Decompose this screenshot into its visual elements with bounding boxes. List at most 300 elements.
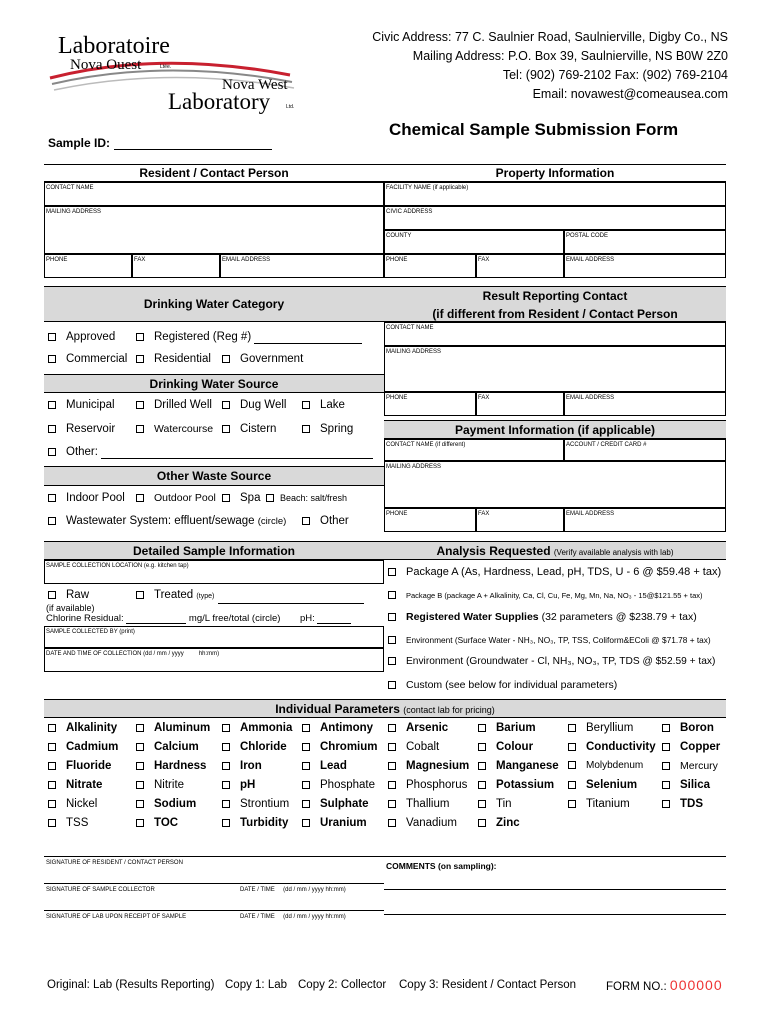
other-waste-header: Other Waste Source xyxy=(44,466,384,486)
collected-by-field[interactable]: SAMPLE COLLECTED BY (print) xyxy=(44,626,384,648)
civic-address: Civic Address: 77 C. Saulnier Road, Saulnierville, Digby Co., NS xyxy=(372,30,728,44)
param-manganese-checkbox[interactable] xyxy=(478,762,486,770)
custom-option[interactable] xyxy=(388,678,617,692)
indoor-pool-option[interactable] xyxy=(48,491,125,505)
param-turbidity[interactable] xyxy=(222,817,288,829)
payment-mailing-field[interactable]: MAILING ADDRESS xyxy=(384,461,726,508)
env-ground-label: Environment (Groundwater - Cl, NH₃, NO₃, TP, TDS @ $52.59 + tax) xyxy=(406,656,716,667)
raw-option[interactable] xyxy=(48,588,89,602)
payment-contact-field[interactable]: CONTACT NAME (if different) xyxy=(384,439,564,461)
param-phosphate-checkbox[interactable] xyxy=(302,781,310,789)
watercourse-label: Watercourse xyxy=(154,423,214,435)
collector-datetime-label: DATE / TIME xyxy=(240,887,275,893)
param-tds-label: TDS xyxy=(680,798,703,810)
collector-signature-line[interactable] xyxy=(44,883,384,884)
param-selenium[interactable] xyxy=(568,779,637,791)
param-boron-checkbox[interactable] xyxy=(662,724,670,732)
form-title: Chemical Sample Submission Form xyxy=(389,120,679,139)
comments-line-1[interactable] xyxy=(384,889,726,890)
if-available-note: (if available) xyxy=(46,603,95,613)
form-number xyxy=(606,977,723,993)
logo-fr-ltd: Ltée. xyxy=(160,64,172,70)
param-mercury[interactable] xyxy=(662,760,718,772)
param-tin[interactable] xyxy=(478,798,512,810)
param-chromium-label: Chromium xyxy=(320,741,378,753)
comments-label: COMMENTS (on sampling): xyxy=(386,861,497,871)
wastewater-checkbox[interactable] xyxy=(48,517,56,525)
package-b-checkbox[interactable] xyxy=(388,591,396,599)
result-contact-name-field[interactable]: CONTACT NAME xyxy=(384,322,726,346)
dug-well-label: Dug Well xyxy=(240,399,287,411)
collector-datetime xyxy=(240,887,346,893)
param-molybdenum[interactable] xyxy=(568,760,643,771)
mailing-address: Mailing Address: P.O. Box 39, Saulnierville, NS B0W 2Z0 xyxy=(412,49,728,63)
package-b-option[interactable] xyxy=(388,589,703,603)
param-colour-checkbox[interactable] xyxy=(478,743,486,751)
param-aluminum-label: Aluminum xyxy=(154,722,211,734)
property-phone-field[interactable]: PHONE xyxy=(384,254,476,278)
param-calcium-checkbox[interactable] xyxy=(136,743,144,751)
dug-well-checkbox[interactable] xyxy=(222,401,230,409)
param-uranium[interactable] xyxy=(302,817,367,829)
collector-signature-label: SIGNATURE OF SAMPLE COLLECTOR xyxy=(46,887,155,893)
payment-header: Payment Information (if applicable) xyxy=(384,420,726,439)
param-nitrate[interactable] xyxy=(48,779,102,791)
param-fluoride[interactable] xyxy=(48,760,111,772)
param-phosphorus-checkbox[interactable] xyxy=(388,781,396,789)
param-sulphate-checkbox[interactable] xyxy=(302,800,310,808)
civic-address-field[interactable]: CIVIC ADDRESS xyxy=(384,206,726,230)
lab-address xyxy=(372,28,728,104)
param-cobalt[interactable] xyxy=(388,741,439,753)
government-checkbox[interactable] xyxy=(222,355,230,363)
ph-label: pH: xyxy=(300,613,315,624)
param-iron-checkbox[interactable] xyxy=(222,762,230,770)
approved-checkbox[interactable] xyxy=(48,333,56,341)
param-magnesium-label: Magnesium xyxy=(406,760,470,772)
param-zinc-checkbox[interactable] xyxy=(478,819,486,827)
param-silica[interactable] xyxy=(662,779,710,791)
param-boron-label: Boron xyxy=(680,722,714,734)
env-surface-option[interactable] xyxy=(388,633,711,647)
param-potassium-checkbox[interactable] xyxy=(478,781,486,789)
param-strontium[interactable] xyxy=(222,798,289,810)
param-barium-label: Barium xyxy=(496,722,536,734)
payment-email-field[interactable]: EMAIL ADDRESS xyxy=(564,508,726,532)
resident-mailing-field[interactable]: MAILING ADDRESS xyxy=(44,206,384,254)
param-phosphorus[interactable] xyxy=(388,779,467,791)
param-arsenic-checkbox[interactable] xyxy=(388,724,396,732)
result-mailing-field[interactable]: MAILING ADDRESS xyxy=(384,346,726,392)
raw-checkbox[interactable] xyxy=(48,591,56,599)
param-titanium-label: Titanium xyxy=(586,798,630,810)
param-alkalinity[interactable] xyxy=(48,722,117,734)
chlorine-row xyxy=(46,613,280,624)
property-header: Property Information xyxy=(384,164,726,182)
property-email-field[interactable]: EMAIL ADDRESS xyxy=(564,254,726,278)
commercial-option[interactable] xyxy=(48,352,127,366)
param-beryllium[interactable] xyxy=(568,722,633,734)
param-turbidity-checkbox[interactable] xyxy=(222,819,230,827)
param-strontium-label: Strontium xyxy=(240,798,290,810)
municipal-option[interactable] xyxy=(48,398,115,412)
lab-signature-label: SIGNATURE OF LAB UPON RECEIPT OF SAMPLE xyxy=(46,914,187,920)
package-b-label: Package B (package A + Alkalinity, Ca, Cl, Cu, Fe, Mg, Mn, Na, NO₃ - 15@$121.55 + tax) xyxy=(406,591,703,600)
spa-option[interactable] xyxy=(222,491,260,505)
param-tin-label: Tin xyxy=(496,798,512,810)
param-ph-checkbox[interactable] xyxy=(222,781,230,789)
other-source-label: Other: xyxy=(66,446,98,458)
collection-datetime-field[interactable] xyxy=(44,648,384,672)
param-nickel[interactable] xyxy=(48,798,97,810)
indoor-pool-label: Indoor Pool xyxy=(66,492,125,504)
param-thallium-label: Thallium xyxy=(406,798,450,810)
lab-datetime-format: (dd / mm / yyyy hh:mm) xyxy=(283,914,346,920)
registered-option[interactable] xyxy=(136,330,362,344)
param-copper-label: Copper xyxy=(680,741,721,753)
approved-option[interactable] xyxy=(48,330,115,344)
parameters-header xyxy=(44,699,726,718)
ph-field[interactable] xyxy=(317,615,351,624)
param-potassium-label: Potassium xyxy=(496,779,555,791)
param-manganese-label: Manganese xyxy=(496,760,559,772)
param-hardness-checkbox[interactable] xyxy=(136,762,144,770)
env-ground-checkbox[interactable] xyxy=(388,657,396,665)
drilled-well-label: Drilled Well xyxy=(154,399,212,411)
payment-phone-field[interactable]: PHONE xyxy=(384,508,476,532)
registered-supplies-option[interactable] xyxy=(388,610,697,624)
param-zinc[interactable] xyxy=(478,817,520,829)
treated-checkbox[interactable] xyxy=(136,591,144,599)
param-strontium-checkbox[interactable] xyxy=(222,800,230,808)
param-toc[interactable] xyxy=(136,817,178,829)
param-alkalinity-checkbox[interactable] xyxy=(48,724,56,732)
municipal-label: Municipal xyxy=(66,399,115,411)
outdoor-pool-option[interactable] xyxy=(136,491,216,505)
other-waste-checkbox[interactable] xyxy=(302,517,310,525)
param-iron-label: Iron xyxy=(240,760,262,772)
param-tss[interactable] xyxy=(48,817,88,829)
param-chromium-checkbox[interactable] xyxy=(302,743,310,751)
reservoir-checkbox[interactable] xyxy=(48,425,56,433)
treated-type-note: (type) xyxy=(196,593,215,600)
outdoor-pool-label: Outdoor Pool xyxy=(154,492,216,504)
spa-label: Spa xyxy=(240,492,261,504)
param-thallium-checkbox[interactable] xyxy=(388,800,396,808)
env-surface-checkbox[interactable] xyxy=(388,636,396,644)
payment-fax-field[interactable]: FAX xyxy=(476,508,564,532)
registered-supplies-price: (32 parameters @ $238.79 + tax) xyxy=(541,611,697,623)
param-titanium[interactable] xyxy=(568,798,630,810)
form-number-label: FORM NO.: xyxy=(606,981,667,993)
resident-signature-line[interactable] xyxy=(44,856,384,857)
param-cadmium[interactable] xyxy=(48,741,118,753)
watercourse-checkbox[interactable] xyxy=(136,425,144,433)
parameters-title: Individual Parameters xyxy=(275,702,400,716)
government-option[interactable] xyxy=(222,352,303,366)
hhmm-label: hh:mm) xyxy=(198,651,220,657)
cistern-checkbox[interactable] xyxy=(222,425,230,433)
param-vanadium-checkbox[interactable] xyxy=(388,819,396,827)
result-contact-subtitle: (if different from Resident / Contact Person xyxy=(432,307,678,321)
lab-datetime xyxy=(240,914,346,920)
wastewater-circle-note: (circle) xyxy=(257,516,287,527)
param-uranium-label: Uranium xyxy=(320,817,367,829)
lake-checkbox[interactable] xyxy=(302,401,310,409)
indoor-pool-checkbox[interactable] xyxy=(48,494,56,502)
cistern-option[interactable] xyxy=(222,422,276,436)
param-colour-label: Colour xyxy=(496,741,534,753)
param-cadmium-checkbox[interactable] xyxy=(48,743,56,751)
cistern-label: Cistern xyxy=(240,423,277,435)
param-mercury-checkbox[interactable] xyxy=(662,762,670,770)
param-chloride-label: Chloride xyxy=(240,741,287,753)
comments-line-2[interactable] xyxy=(384,914,726,915)
param-phosphate[interactable] xyxy=(302,779,375,791)
facility-name-field[interactable]: FACILITY NAME (if applicable) xyxy=(384,182,726,206)
param-iron[interactable] xyxy=(222,760,262,772)
collector-datetime-format: (dd / mm / yyyy hh:mm) xyxy=(283,887,346,893)
param-antimony-checkbox[interactable] xyxy=(302,724,310,732)
param-magnesium[interactable] xyxy=(388,760,469,772)
reservoir-label: Reservoir xyxy=(66,423,116,435)
param-sulphate[interactable] xyxy=(302,798,369,810)
param-arsenic-label: Arsenic xyxy=(406,722,449,734)
param-ph[interactable] xyxy=(222,779,255,791)
param-antimony[interactable] xyxy=(302,722,373,734)
treated-type-field[interactable] xyxy=(218,592,364,604)
param-sodium-label: Sodium xyxy=(154,798,197,810)
parameters-note: (contact lab for pricing) xyxy=(403,705,495,715)
param-ammonia-label: Ammonia xyxy=(240,722,293,734)
param-barium-checkbox[interactable] xyxy=(478,724,486,732)
param-sodium-checkbox[interactable] xyxy=(136,800,144,808)
raw-label: Raw xyxy=(66,589,90,601)
param-tin-checkbox[interactable] xyxy=(478,800,486,808)
param-ammonia-checkbox[interactable] xyxy=(222,724,230,732)
param-calcium-label: Calcium xyxy=(154,741,199,753)
param-cobalt-checkbox[interactable] xyxy=(388,743,396,751)
municipal-checkbox[interactable] xyxy=(48,401,56,409)
param-aluminum-checkbox[interactable] xyxy=(136,724,144,732)
logo-fr-sub: Nova Ouest xyxy=(70,57,142,73)
param-calcium[interactable] xyxy=(136,741,199,753)
contact-name-field[interactable]: CONTACT NAME xyxy=(44,182,384,206)
residential-label: Residential xyxy=(154,353,211,365)
param-molybdenum-label: Molybdenum xyxy=(586,760,644,771)
reservoir-option[interactable] xyxy=(48,422,115,436)
param-nitrite-checkbox[interactable] xyxy=(136,781,144,789)
param-chloride[interactable] xyxy=(222,741,287,753)
dug-well-option[interactable] xyxy=(222,398,286,412)
registered-checkbox[interactable] xyxy=(136,333,144,341)
lake-option[interactable] xyxy=(302,398,345,412)
lake-label: Lake xyxy=(320,399,345,411)
wastewater-label: Wastewater System: effluent/sewage xyxy=(66,515,255,527)
param-zinc-label: Zinc xyxy=(496,817,520,829)
account-field[interactable]: ACCOUNT / CREDIT CARD # xyxy=(564,439,726,461)
param-tds[interactable] xyxy=(662,798,703,810)
param-copper-checkbox[interactable] xyxy=(662,743,670,751)
approved-label: Approved xyxy=(66,331,116,343)
package-a-option[interactable] xyxy=(388,565,721,579)
result-fax-field[interactable]: FAX xyxy=(476,392,564,416)
beach-label: Beach: salt/fresh xyxy=(280,493,348,503)
beach-checkbox[interactable] xyxy=(266,494,274,502)
form-number-value: 000000 xyxy=(669,977,723,993)
param-phosphorus-label: Phosphorus xyxy=(406,779,468,791)
param-arsenic[interactable] xyxy=(388,722,448,734)
param-selenium-checkbox[interactable] xyxy=(568,781,576,789)
resident-signature-label: SIGNATURE OF RESIDENT / CONTACT PERSON xyxy=(46,860,183,866)
param-boron[interactable] xyxy=(662,722,714,734)
param-barium[interactable] xyxy=(478,722,536,734)
param-chloride-checkbox[interactable] xyxy=(222,743,230,751)
param-nitrite[interactable] xyxy=(136,779,184,791)
param-lead-checkbox[interactable] xyxy=(302,762,310,770)
chlorine-field[interactable] xyxy=(126,615,186,624)
spring-label: Spring xyxy=(320,423,354,435)
param-colour[interactable] xyxy=(478,741,533,753)
spa-checkbox[interactable] xyxy=(222,494,230,502)
result-email-field[interactable]: EMAIL ADDRESS xyxy=(564,392,726,416)
param-nitrite-label: Nitrite xyxy=(154,779,185,791)
param-chromium[interactable] xyxy=(302,741,378,753)
resident-email-field[interactable]: EMAIL ADDRESS xyxy=(220,254,384,278)
email: Email: novawest@comeausea.com xyxy=(532,87,728,101)
param-tss-label: TSS xyxy=(66,817,89,829)
government-label: Government xyxy=(240,353,304,365)
commercial-checkbox[interactable] xyxy=(48,355,56,363)
sample-id-field[interactable] xyxy=(114,139,272,150)
treated-label: Treated xyxy=(154,589,194,601)
param-ph-label: pH xyxy=(240,779,256,791)
footer-copy1: Copy 1: Lab xyxy=(225,979,288,991)
other-source-field[interactable] xyxy=(101,447,373,459)
spring-checkbox[interactable] xyxy=(302,425,310,433)
result-phone-field[interactable]: PHONE xyxy=(384,392,476,416)
param-conductivity-label: Conductivity xyxy=(586,741,656,753)
sample-id-label: Sample ID: xyxy=(48,136,111,150)
resident-fax-field[interactable]: FAX xyxy=(132,254,220,278)
lab-logo xyxy=(40,20,300,120)
env-surface-label: Environment (Surface Water - NH₃, NO₃, TP, TSS, Coliform&EColi @ $71.78 + tax) xyxy=(406,635,711,645)
param-thallium[interactable] xyxy=(388,798,449,810)
comments-top-line xyxy=(384,856,726,857)
sample-info-header: Detailed Sample Information xyxy=(44,541,384,560)
param-nitrate-checkbox[interactable] xyxy=(48,781,56,789)
param-sodium[interactable] xyxy=(136,798,196,810)
param-toc-label: TOC xyxy=(154,817,179,829)
param-aluminum[interactable] xyxy=(136,722,210,734)
other-source-option[interactable] xyxy=(48,445,373,459)
reg-number-field[interactable] xyxy=(254,332,362,344)
param-conductivity[interactable] xyxy=(568,741,656,753)
param-ammonia[interactable] xyxy=(222,722,292,734)
registered-supplies-checkbox[interactable] xyxy=(388,613,396,621)
param-vanadium[interactable] xyxy=(388,817,457,829)
param-lead[interactable] xyxy=(302,760,347,772)
param-fluoride-checkbox[interactable] xyxy=(48,762,56,770)
param-tss-checkbox[interactable] xyxy=(48,819,56,827)
custom-checkbox[interactable] xyxy=(388,681,396,689)
beach-option[interactable] xyxy=(266,491,347,505)
param-titanium-checkbox[interactable] xyxy=(568,800,576,808)
collection-location-field[interactable]: SAMPLE COLLECTION LOCATION (e.g. kitchen tap) xyxy=(44,560,384,584)
postal-code-field[interactable]: POSTAL CODE xyxy=(564,230,726,254)
commercial-label: Commercial xyxy=(66,353,128,365)
param-antimony-label: Antimony xyxy=(320,722,374,734)
param-toc-checkbox[interactable] xyxy=(136,819,144,827)
result-contact-title: Result Reporting Contact xyxy=(482,289,628,303)
drinking-category-header: Drinking Water Category xyxy=(44,286,384,322)
package-a-checkbox[interactable] xyxy=(388,568,396,576)
drilled-well-checkbox[interactable] xyxy=(136,401,144,409)
param-cobalt-label: Cobalt xyxy=(406,741,440,753)
residential-option[interactable] xyxy=(136,352,211,366)
param-magnesium-checkbox[interactable] xyxy=(388,762,396,770)
param-beryllium-checkbox[interactable] xyxy=(568,724,576,732)
lab-datetime-label: DATE / TIME xyxy=(240,914,275,920)
param-sulphate-label: Sulphate xyxy=(320,798,369,810)
drilled-well-option[interactable] xyxy=(136,398,212,412)
param-copper[interactable] xyxy=(662,741,720,753)
param-silica-label: Silica xyxy=(680,779,711,791)
wastewater-option[interactable] xyxy=(48,514,286,529)
param-cadmium-label: Cadmium xyxy=(66,741,119,753)
param-mercury-label: Mercury xyxy=(680,760,718,772)
spring-option[interactable] xyxy=(302,422,353,436)
param-uranium-checkbox[interactable] xyxy=(302,819,310,827)
resident-phone-field[interactable]: PHONE xyxy=(44,254,132,278)
sample-id xyxy=(48,136,272,150)
property-fax-field[interactable]: FAX xyxy=(476,254,564,278)
param-potassium[interactable] xyxy=(478,779,554,791)
package-a-label: Package A (As, Hardness, Lead, pH, TDS, U - 6 @ $59.48 + tax) xyxy=(406,566,722,578)
custom-label: Custom (see below for individual parameters) xyxy=(406,679,618,691)
param-nickel-checkbox[interactable] xyxy=(48,800,56,808)
param-molybdenum-checkbox[interactable] xyxy=(568,761,576,769)
logo-en-ltd: Ltd. xyxy=(286,104,295,110)
env-ground-option[interactable] xyxy=(388,655,715,669)
param-nitrate-label: Nitrate xyxy=(66,779,103,791)
treated-option[interactable] xyxy=(136,588,364,604)
param-fluoride-label: Fluoride xyxy=(66,760,112,772)
watercourse-option[interactable] xyxy=(136,422,213,436)
analysis-note: (Verify available analysis with lab) xyxy=(553,548,674,557)
param-conductivity-checkbox[interactable] xyxy=(568,743,576,751)
residential-checkbox[interactable] xyxy=(136,355,144,363)
param-hardness[interactable] xyxy=(136,760,206,772)
result-contact-header xyxy=(384,286,726,322)
logo-en-name: Laboratory xyxy=(168,89,271,114)
outdoor-pool-checkbox[interactable] xyxy=(136,494,144,502)
registered-supplies-label: Registered Water Supplies xyxy=(406,611,539,623)
param-tds-checkbox[interactable] xyxy=(662,800,670,808)
param-beryllium-label: Beryllium xyxy=(586,722,634,734)
param-vanadium-label: Vanadium xyxy=(406,817,457,829)
chlorine-label: Chlorine Residual: xyxy=(46,613,124,624)
other-waste-option[interactable] xyxy=(302,514,349,528)
county-field[interactable]: COUNTY xyxy=(384,230,564,254)
footer-original: Original: Lab (Results Reporting) xyxy=(47,979,215,991)
param-silica-checkbox[interactable] xyxy=(662,781,670,789)
lab-signature-line[interactable] xyxy=(44,910,384,911)
other-source-checkbox[interactable] xyxy=(48,448,56,456)
param-manganese[interactable] xyxy=(478,760,559,772)
ph-row xyxy=(300,613,351,624)
phone-fax: Tel: (902) 769-2102 Fax: (902) 769-2104 xyxy=(502,68,728,82)
